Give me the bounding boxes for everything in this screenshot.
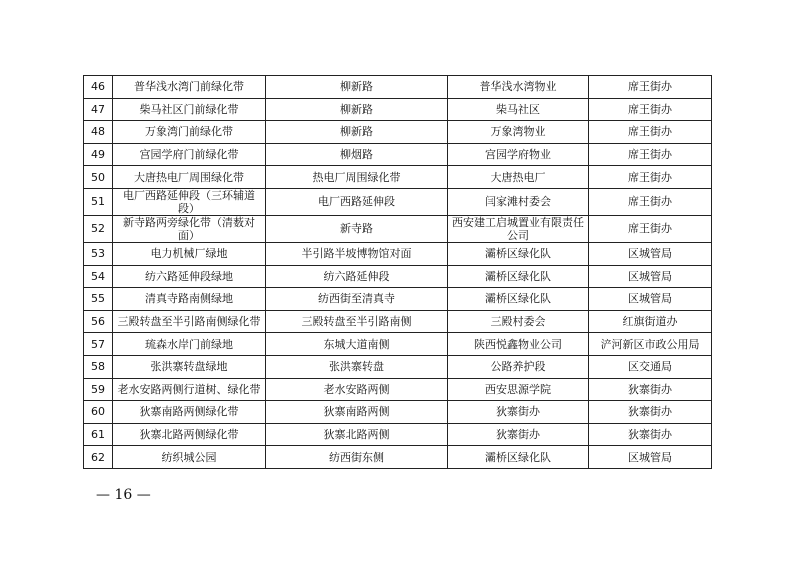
green-space-name-cell: 万象湾门前绿化带 [113,121,266,144]
table-row [84,423,712,446]
supervising-authority-cell: 浐河新区市政公用局 [589,333,712,356]
table-row [84,355,712,378]
table-row [84,143,712,166]
table-row [84,288,712,311]
row-number-cell: 61 [84,423,113,446]
row-number-cell: 54 [84,265,113,288]
location-cell: 狄寨北路两侧 [266,423,448,446]
green-space-name-cell: 电厂西路延伸段（三环辅道段） [113,188,266,215]
location-cell: 狄寨南路两侧 [266,401,448,424]
green-space-name-cell: 狄寨南路两侧绿化带 [113,401,266,424]
location-cell: 热电厂周围绿化带 [266,166,448,189]
row-number-cell: 48 [84,121,113,144]
location-cell: 张洪寨转盘 [266,355,448,378]
row-number-cell: 50 [84,166,113,189]
supervising-authority-cell: 席王街办 [589,215,712,242]
maintenance-unit-cell: 闫家滩村委会 [448,188,589,215]
location-cell: 三殿转盘至半引路南侧 [266,310,448,333]
row-number-cell: 49 [84,143,113,166]
row-number-cell: 60 [84,401,113,424]
location-cell: 新寺路 [266,215,448,242]
supervising-authority-cell: 席王街办 [589,121,712,144]
green-space-name-cell: 琉森水岸门前绿地 [113,333,266,356]
row-number-cell: 62 [84,446,113,469]
row-number-cell: 53 [84,242,113,265]
location-cell: 柳新路 [266,76,448,99]
supervising-authority-cell: 狄寨街办 [589,423,712,446]
location-cell: 柳烟路 [266,143,448,166]
green-space-name-cell: 纺六路延伸段绿地 [113,265,266,288]
green-space-name-cell: 三殿转盘至半引路南侧绿化带 [113,310,266,333]
table-body [84,76,712,469]
supervising-authority-cell: 狄寨街办 [589,401,712,424]
location-cell: 纺六路延伸段 [266,265,448,288]
maintenance-unit-cell: 陕西悦鑫物业公司 [448,333,589,356]
row-number-cell: 57 [84,333,113,356]
supervising-authority-cell: 区交通局 [589,355,712,378]
supervising-authority-cell: 狄寨街办 [589,378,712,401]
green-space-name-cell: 老水安路两侧行道树、绿化带 [113,378,266,401]
maintenance-unit-cell: 灞桥区绿化队 [448,288,589,311]
table-row [84,401,712,424]
page-number: — 16 — [96,487,151,503]
row-number-cell: 47 [84,98,113,121]
supervising-authority-cell: 席王街办 [589,76,712,99]
greenbelt-table [83,75,712,469]
row-number-cell: 46 [84,76,113,99]
supervising-authority-cell: 席王街办 [589,166,712,189]
maintenance-unit-cell: 万象湾物业 [448,121,589,144]
green-space-name-cell: 电力机械厂绿地 [113,242,266,265]
supervising-authority-cell: 红旗街道办 [589,310,712,333]
location-cell: 纺西街东侧 [266,446,448,469]
table-row [84,188,712,215]
green-space-name-cell: 纺织城公园 [113,446,266,469]
table-row [84,215,712,242]
row-number-cell: 56 [84,310,113,333]
table-row [84,76,712,99]
row-number-cell: 59 [84,378,113,401]
table-row [84,166,712,189]
location-cell: 老水安路两侧 [266,378,448,401]
table-row [84,242,712,265]
row-number-cell: 51 [84,188,113,215]
location-cell: 纺西街至清真寺 [266,288,448,311]
location-cell: 电厂西路延伸段 [266,188,448,215]
location-cell: 东城大道南侧 [266,333,448,356]
green-space-name-cell: 大唐热电厂周围绿化带 [113,166,266,189]
maintenance-unit-cell: 狄寨街办 [448,423,589,446]
maintenance-unit-cell: 普华浅水湾物业 [448,76,589,99]
supervising-authority-cell: 区城管局 [589,242,712,265]
maintenance-unit-cell: 三殿村委会 [448,310,589,333]
table-row [84,333,712,356]
maintenance-unit-cell: 灞桥区绿化队 [448,265,589,288]
maintenance-unit-cell: 狄寨街办 [448,401,589,424]
location-cell: 半引路半坡博物馆对面 [266,242,448,265]
supervising-authority-cell: 区城管局 [589,288,712,311]
maintenance-unit-cell: 大唐热电厂 [448,166,589,189]
maintenance-unit-cell: 西安思源学院 [448,378,589,401]
maintenance-unit-cell: 灞桥区绿化队 [448,446,589,469]
row-number-cell: 58 [84,355,113,378]
row-number-cell: 55 [84,288,113,311]
green-space-name-cell: 普华浅水湾门前绿化带 [113,76,266,99]
row-number-cell: 52 [84,215,113,242]
supervising-authority-cell: 区城管局 [589,265,712,288]
maintenance-unit-cell: 柴马社区 [448,98,589,121]
maintenance-unit-cell: 公路养护段 [448,355,589,378]
green-space-name-cell: 柴马社区门前绿化带 [113,98,266,121]
table-row [84,98,712,121]
location-cell: 柳新路 [266,98,448,121]
table-row [84,121,712,144]
green-space-name-cell: 张洪寨转盘绿地 [113,355,266,378]
table-row [84,378,712,401]
table-row [84,265,712,288]
green-space-name-cell: 新寺路两旁绿化带（清薮对面） [113,215,266,242]
location-cell: 柳新路 [266,121,448,144]
supervising-authority-cell: 席王街办 [589,98,712,121]
green-space-name-cell: 狄寨北路两侧绿化带 [113,423,266,446]
maintenance-unit-cell: 西安建工启城置业有限责任公司 [448,215,589,242]
table-row [84,446,712,469]
green-space-name-cell: 宫园学府门前绿化带 [113,143,266,166]
table-row [84,310,712,333]
maintenance-unit-cell: 宫园学府物业 [448,143,589,166]
supervising-authority-cell: 区城管局 [589,446,712,469]
maintenance-unit-cell: 灞桥区绿化队 [448,242,589,265]
green-space-name-cell: 清真寺路南侧绿地 [113,288,266,311]
supervising-authority-cell: 席王街办 [589,188,712,215]
supervising-authority-cell: 席王街办 [589,143,712,166]
